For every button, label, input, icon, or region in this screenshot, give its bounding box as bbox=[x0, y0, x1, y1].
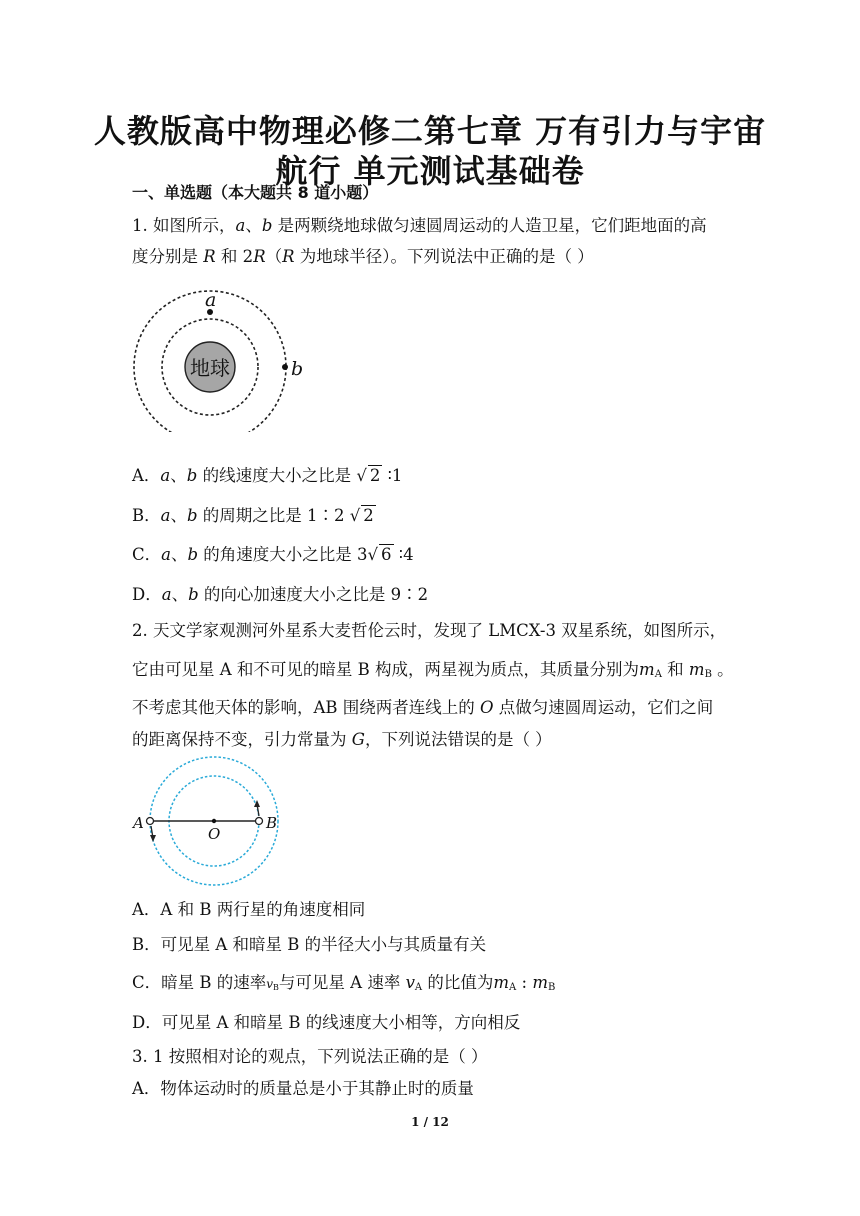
sqrt-symbol: √ 2 bbox=[349, 506, 374, 525]
star-B bbox=[256, 818, 263, 825]
q1-option-d: D．a、b 的向心加速度大小之比是 9∶2 bbox=[132, 585, 429, 604]
q2-option-d: D．可见星 A 和暗星 B 的线速度大小相等，方向相反 bbox=[132, 1013, 521, 1032]
q1-option-c: C．a、b 的角速度大小之比是 3√ 6 ∶4 bbox=[132, 545, 414, 564]
q2-stem-line-2: 它由可见星 A 和不可见的暗星 B 构成，两星视为质点，其质量分别为$m_A$ 和 $m_B$ 。 bbox=[132, 660, 734, 680]
earth-label: 地球 bbox=[190, 356, 230, 380]
q1-stem-line-2: 度分别是 R 和 2R（R 为地球半径）。下列说法中正确的是（ ） bbox=[132, 247, 594, 266]
title-line-2: 航行 单元测试基础卷 bbox=[275, 152, 585, 190]
label-O: O bbox=[208, 825, 221, 843]
title-line-1: 人教版高中物理必修二第七章 万有引力与宇宙 bbox=[93, 112, 767, 150]
section-heading: 一、单选题（本大题共 8 道小题） bbox=[132, 183, 379, 202]
center-O bbox=[212, 819, 216, 823]
label-b: b bbox=[291, 358, 304, 380]
q2-option-a: A．A 和 B 两行星的角速度相同 bbox=[132, 900, 366, 919]
q2-option-b: B．可见星 A 和暗星 B 的半径大小与其质量有关 bbox=[132, 935, 487, 954]
page-number: 1 / 12 bbox=[411, 1115, 449, 1129]
q3-stem-line-1: 3. 1 按照相对论的观点，下列说法正确的是（ ） bbox=[132, 1047, 488, 1066]
label-A: A bbox=[133, 814, 144, 832]
q2-stem-line-3: 不考虑其他天体的影响，AB 围绕两者连线上的 O 点做匀速圆周运动，它们之间 bbox=[132, 698, 714, 717]
q1-orbit-figure bbox=[128, 282, 308, 432]
label-a: a bbox=[205, 289, 217, 311]
q1-option-b: B．a、b 的周期之比是 1∶2 √ 2 bbox=[132, 506, 374, 525]
q2-option-c: C．暗星 B 的速率$v_B$与可见星 A 速率 $v_A$ 的比值为$m_A$ : $m_B$ bbox=[132, 973, 556, 993]
q2-binary-star-figure bbox=[128, 756, 288, 886]
sqrt-symbol: √ 2 bbox=[356, 466, 381, 485]
satellite-b bbox=[282, 364, 288, 370]
q2-stem-line-4: 的距离保持不变，引力常量为 G，下列说法错误的是（ ） bbox=[132, 730, 552, 749]
q1-option-a: A．a、b 的线速度大小之比是 √ 2 ∶1 bbox=[132, 466, 403, 485]
label-B: B bbox=[266, 814, 278, 832]
q1-stem-line-1: 1. 如图所示，a、b 是两颗绕地球做匀速圆周运动的人造卫星，它们距地面的高 bbox=[132, 216, 707, 235]
sqrt-symbol: √ 6 bbox=[367, 545, 392, 564]
q2-stem-line-1: 2. 天文学家观测河外星系大麦哲伦云时，发现了 LMCX-3 双星系统，如图所示， bbox=[132, 621, 727, 640]
star-A bbox=[147, 818, 154, 825]
q3-option-a: A．物体运动时的质量总是小于其静止时的质量 bbox=[132, 1079, 474, 1098]
